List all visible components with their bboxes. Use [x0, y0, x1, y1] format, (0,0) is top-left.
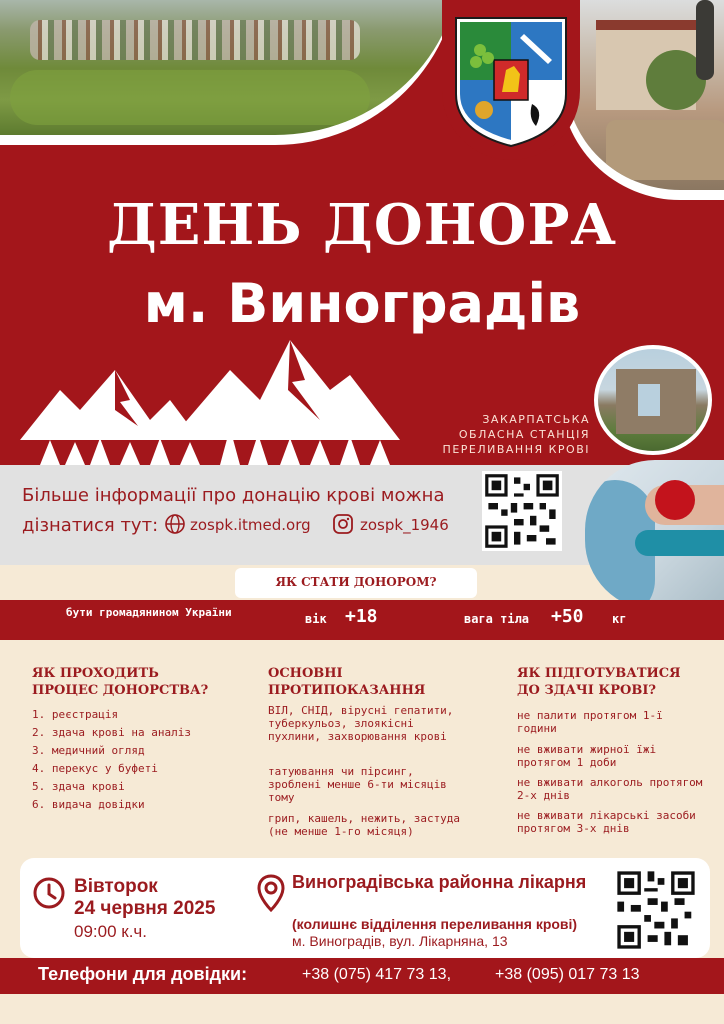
list-item: 1. реєстрація	[32, 708, 119, 721]
list-item: 6. видача довідки	[32, 798, 145, 811]
qr-code-icon-2[interactable]	[614, 868, 698, 952]
requirement-citizen: бути громадянином України	[66, 606, 232, 619]
globe-icon	[164, 513, 186, 535]
blood-donor-photo	[585, 460, 724, 610]
phone-number-2[interactable]: +38 (095) 017 73 13	[495, 966, 640, 983]
preparation-heading: ЯК ПІДГОТУВАТИСЯ ДО ЗДАЧІ КРОВІ?	[517, 666, 681, 698]
mountains-icon	[20, 330, 420, 465]
how-to-become-title: ЯК СТАТИ ДОНОРОМ?	[235, 568, 477, 598]
event-place: Виноградівська районна лікарня	[292, 872, 587, 892]
website-link[interactable]: zospk.itmed.org	[190, 516, 311, 534]
qr-code-icon[interactable]	[482, 471, 562, 551]
info-text: Більше інформації про донацію крові можна	[22, 485, 445, 506]
list-item: не палити протягом 1-ї години	[517, 709, 663, 735]
phone-number-1[interactable]: +38 (075) 417 73 13,	[302, 966, 452, 983]
page-subtitle: м. Виноградів	[143, 272, 581, 335]
location-pin-icon	[256, 874, 286, 912]
instagram-icon	[332, 513, 354, 535]
list-item: 2. здача крові на аналіз	[32, 726, 191, 739]
list-item: татуювання чи пірсинг, зроблені менше 6-ти місяців тому	[268, 765, 447, 804]
list-item: 5. здача крові	[32, 780, 125, 793]
requirement-weight-unit: кг	[612, 612, 627, 626]
phones-label: Телефони для довідки:	[38, 964, 248, 984]
landscape-photo	[0, 0, 460, 145]
event-date: 24 червня 2025	[74, 898, 216, 919]
list-item: 3. медичний огляд	[32, 744, 145, 757]
page-title: ДЕНЬ ДОНОРА	[106, 192, 618, 258]
event-address: м. Виноградів, вул. Лікарняна, 13	[292, 933, 508, 949]
list-item: ВІЛ, СНІД, вірусні гепатити, туберкульоз, злоякісні пухлини, захворювання крові	[268, 704, 454, 743]
clock-icon	[32, 876, 66, 910]
coat-of-arms-icon	[452, 14, 570, 149]
process-heading: ЯК ПРОХОДИТЬ ПРОЦЕС ДОНОРСТВА?	[32, 666, 209, 698]
town-square-photo	[560, 0, 724, 200]
event-time: 09:00 к.ч.	[74, 922, 148, 941]
process-steps-list	[32, 706, 252, 814]
event-place-note: (колишнє відділення переливання крові)	[292, 916, 578, 932]
list-item: грип, кашель, нежить, застуда (не менше 1-го місяця)	[268, 812, 461, 838]
contraindications-heading: ОСНОВНІ ПРОТИПОКАЗАННЯ	[268, 666, 426, 698]
organization-name: ЗАКАРПАТСЬКА ОБЛАСНА СТАНЦІЯ ПЕРЕЛИВАННЯ КРОВІ	[442, 413, 590, 456]
instagram-link[interactable]: zospk_1946	[360, 516, 449, 534]
requirement-age-value: +18	[345, 606, 378, 627]
requirement-age-label: вік	[305, 612, 327, 626]
list-item: не вживати лікарські засоби протягом 3-х днів	[517, 809, 696, 835]
event-day: Вівторок	[74, 876, 158, 897]
list-item: не вживати жирної їжі протягом 1 доби	[517, 743, 657, 769]
list-item: 4. перекус у буфеті	[32, 762, 158, 775]
list-item: не вживати алкоголь протягом 2-х днів	[517, 776, 703, 802]
castle-ruins-photo	[594, 345, 712, 455]
info-text-2: дізнатися тут:	[22, 515, 159, 536]
requirement-weight-value: +50	[551, 606, 584, 627]
requirement-weight-label: вага тіла	[464, 612, 530, 626]
